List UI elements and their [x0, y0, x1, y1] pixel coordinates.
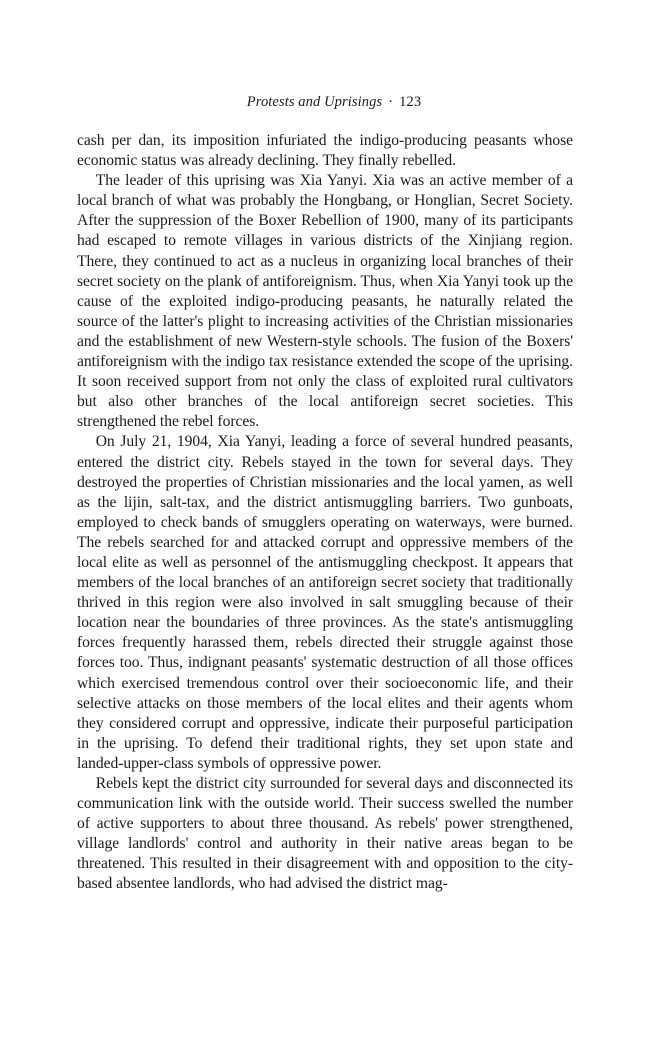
running-head-separator: ·: [388, 94, 394, 110]
paragraph: On July 21, 1904, Xia Yanyi, leading a force of several hundred peasants, entered the district city. Rebels stayed in the town for several days. They destroyed the properties of Christian missionaries and the local yamen, as well as the lijin, salt-tax, and the district antismuggling barriers. Two gunboats, employed to check bands of smugglers operating on waterways, were burned. The rebels searched for and attacked corrupt and oppressive members of the local elite as well as personnel of the antismuggling checkpost. It appears that members of the local branches of an antiforeign secret society that traditionally thrived in this region were also involved in salt smuggling because of their location near the boundaries of three provinces. As the state's antismuggling forces frequently harassed them, rebels directed their struggle against those forces too. Thus, indignant peasants' systematic destruction of all those offices which exercised tremendous control over their socioeconomic life, and their selective attacks on those members of the local elites and their agents whom they considered corrupt and oppressive, indicate their purposeful participation in the uprising. To defend their traditional rights, they set upon state and landed-upper-class symbols of oppressive power.: [77, 433, 573, 772]
page-number: 123: [399, 94, 422, 110]
running-head: [95, 92, 573, 112]
paragraph: Rebels kept the district city surrounded for several days and disconnected its communication link with the outside world. Their success swelled the number of active supporters to about three thousand. As rebels' power strengthened, village landlords' control and authority in their native areas began to be threatened. This resulted in their disagreement with and opposition to the city-based absentee landlords, who had advised the district mag-: [77, 775, 573, 893]
book-page: [77, 92, 573, 895]
body-text: [77, 131, 573, 895]
paragraph-continued: cash per dan, its imposition infuriated the indigo-producing peasants whose economic status was already declining. They finally rebelled.: [77, 132, 573, 170]
paragraph: The leader of this uprising was Xia Yanyi. Xia was an active member of a local branch of what was probably the Hongbang, or Honglian, Secret Society. After the suppression of the Boxer Rebellion of 1900, many of its participants had escaped to remote villages in various districts of the Xinjiang region. There, they continued to act as a nucleus in organizing local branches of their secret society on the plank of antiforeignism. Thus, when Xia Yanyi took up the cause of the exploited indigo-producing peasants, he naturally related the source of the latter's plight to increasing activities of the Christian missionaries and the establishment of new Western-style schools. The fusion of the Boxers' antiforeignism with the indigo tax resistance extended the scope of the uprising. It soon received support from not only the class of exploited rural cultivators but also other branches of the local antiforeign secret societies. This strengthened the rebel forces.: [77, 172, 573, 431]
running-head-title: Protests and Uprisings: [246, 94, 383, 110]
